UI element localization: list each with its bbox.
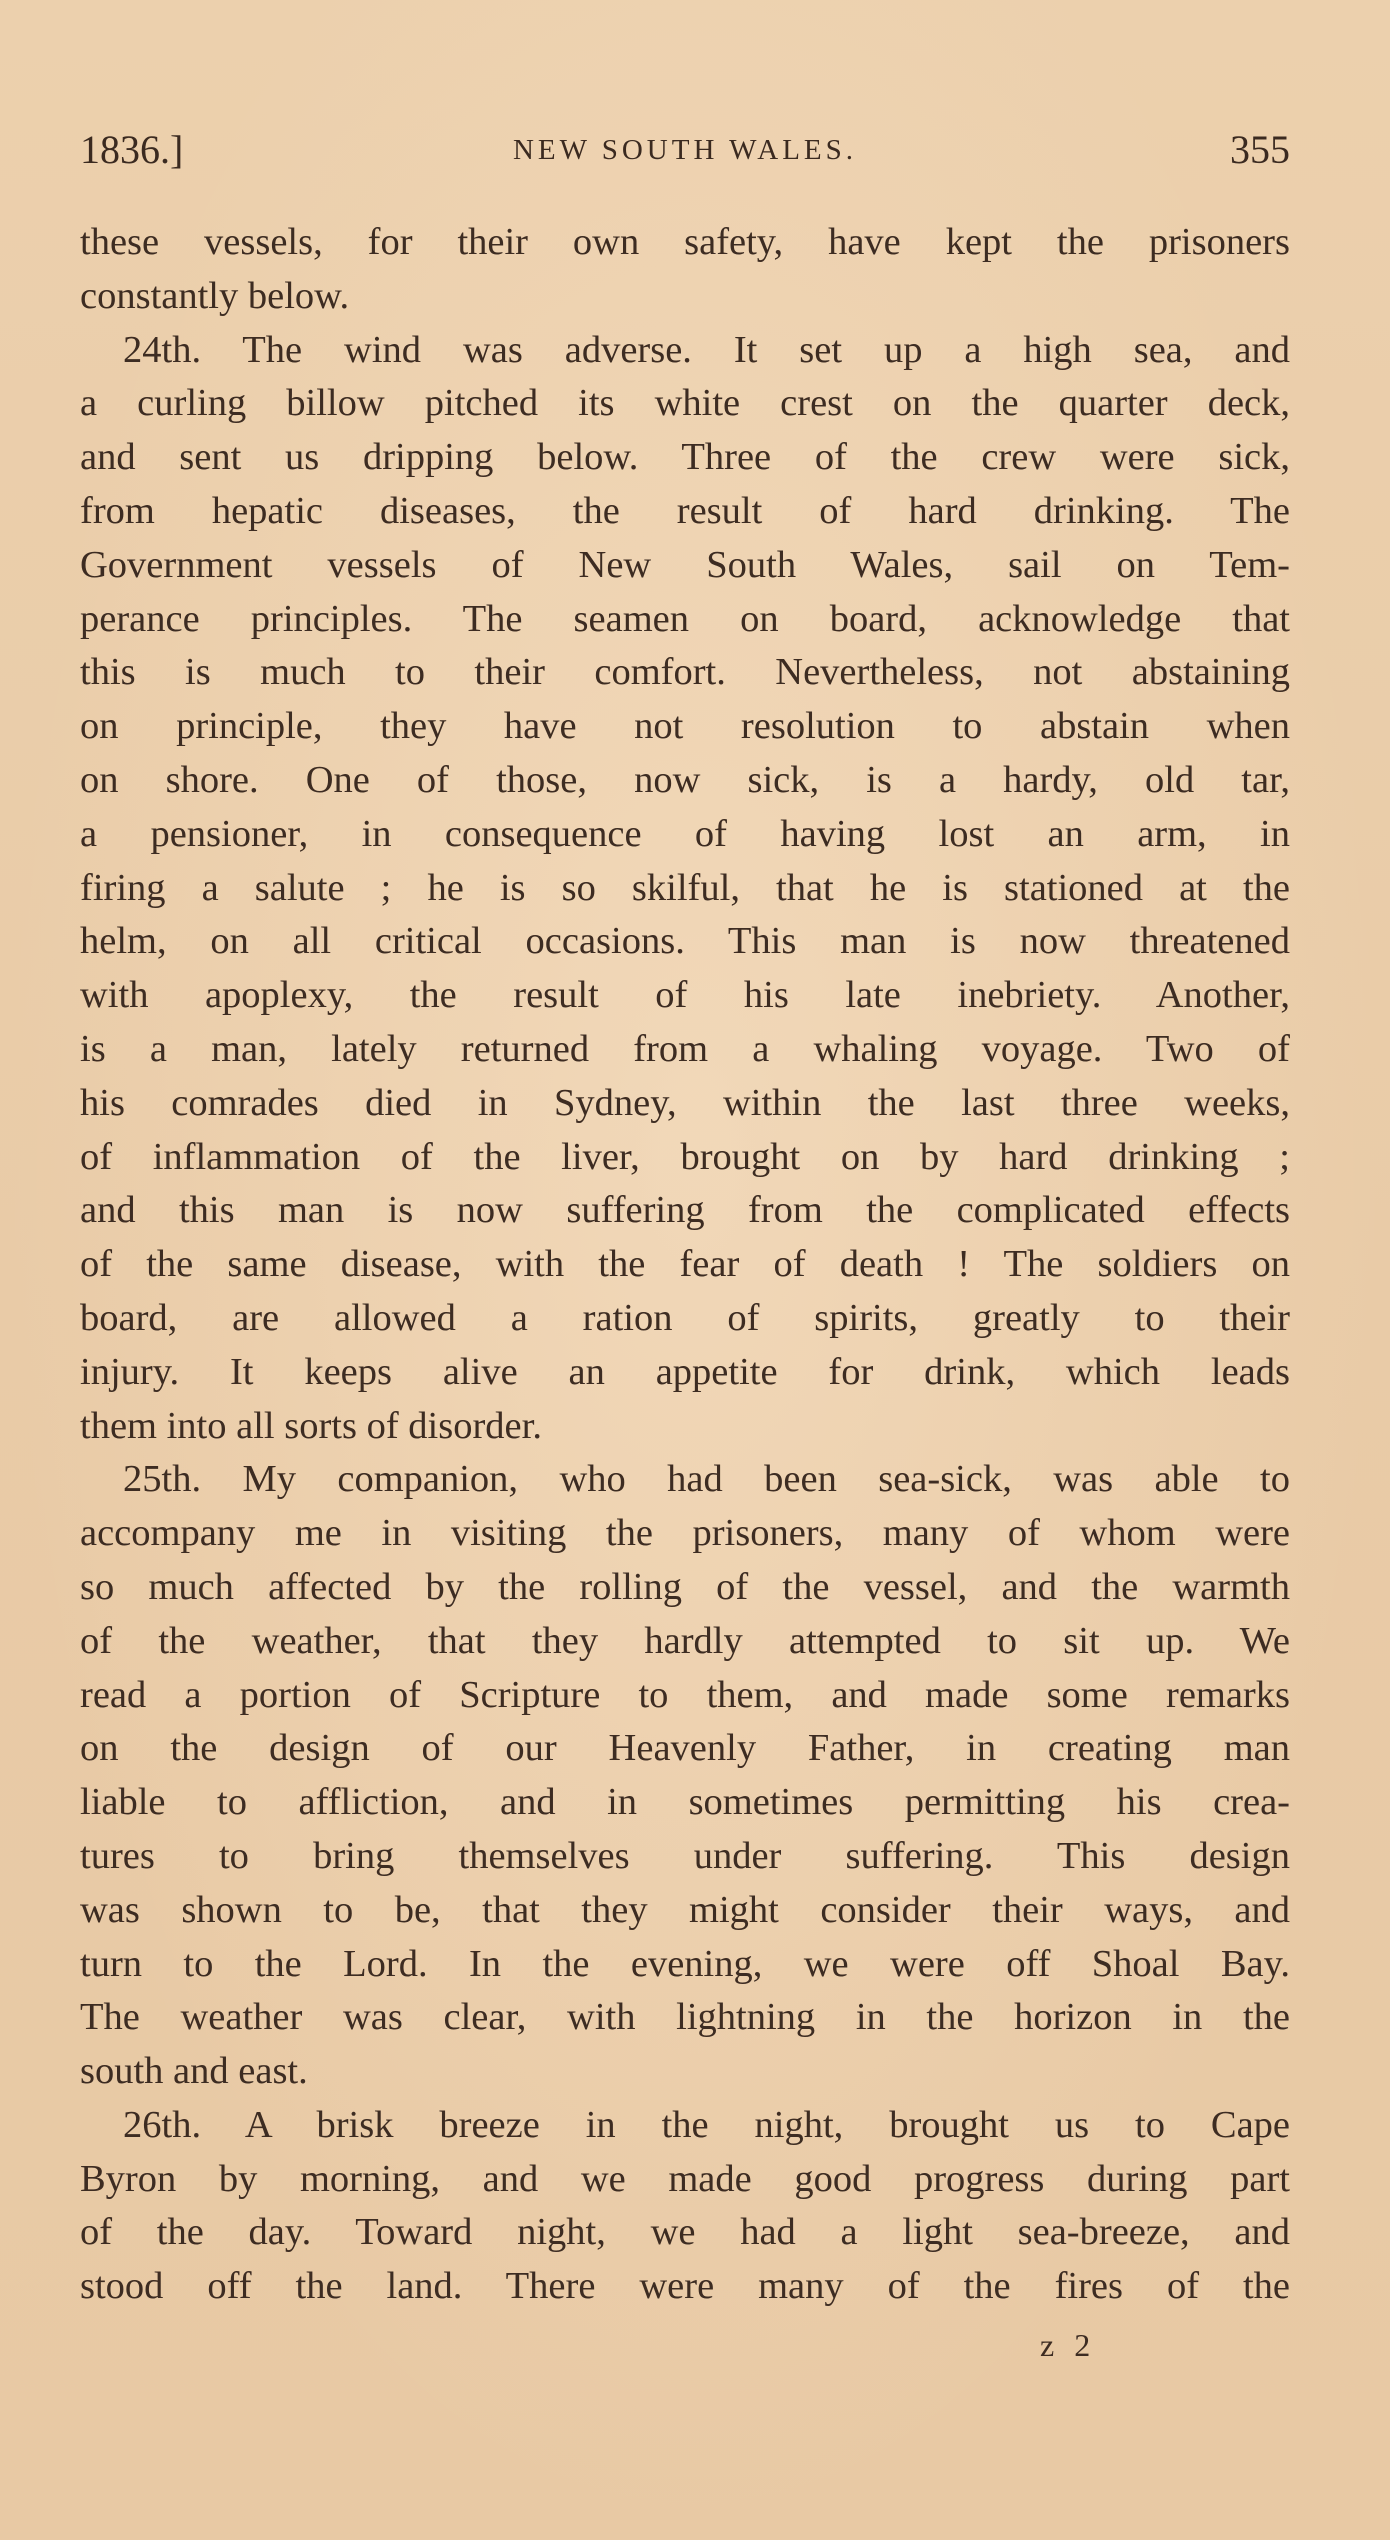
text-line: this is much to their comfort. Nevertheless, not abstaining <box>80 651 1290 694</box>
text-line: 26th. A brisk breeze in the night, brought us to Cape <box>123 2103 1290 2146</box>
text-line: perance principles. The seamen on board, acknowledge that <box>80 597 1290 640</box>
running-head <box>80 120 1290 180</box>
text-line: of the day. Toward night, we had a light sea-breeze, and <box>80 2211 1290 2254</box>
text-line: board, are allowed a ration of spirits, greatly to their <box>80 1296 1290 1339</box>
text-line: these vessels, for their own safety, have kept the prisoners <box>80 221 1290 263</box>
page-number: 355 <box>1230 127 1290 172</box>
text-line: stood off the land. There were many of the fires of the <box>80 2265 1290 2308</box>
text-line: on shore. One of those, now sick, is a hardy, old tar, <box>80 758 1290 801</box>
text-line: so much affected by the rolling of the vessel, and the warmth <box>80 1565 1290 1608</box>
text-line: a pensioner, in consequence of having lost an arm, in <box>80 812 1290 855</box>
text-line: tures to bring themselves under suffering. This design <box>80 1834 1290 1877</box>
body-text <box>80 216 1290 2314</box>
text-line: them into all sorts of disorder. <box>80 1404 542 1447</box>
signature-mark: z 2 <box>1040 2327 1097 2363</box>
text-line: and sent us dripping below. Three of the crew were sick, <box>80 436 1290 479</box>
text-line: was shown to be, that they might consider their ways, and <box>80 1888 1290 1931</box>
text-line: on the design of our Heavenly Father, in creating man <box>80 1727 1290 1770</box>
text-line: helm, on all critical occasions. This man is now threatened <box>80 920 1290 963</box>
text-line: a curling billow pitched its white crest on the quarter deck, <box>80 382 1290 425</box>
text-line: of inflammation of the liver, brought on by hard drinking ; <box>80 1135 1290 1178</box>
text-line: The weather was clear, with lightning in the horizon in the <box>80 1996 1290 2039</box>
text-line: of the weather, that they hardly attempted to sit up. We <box>80 1619 1290 1662</box>
text-line: of the same disease, with the fear of death ! The soldiers on <box>80 1243 1290 1286</box>
text-line: read a portion of Scripture to them, and made some remarks <box>80 1673 1290 1716</box>
header-year: 1836.] <box>80 127 184 172</box>
text-line: accompany me in visiting the prisoners, many of whom were <box>80 1512 1290 1555</box>
text-line: is a man, lately returned from a whaling voyage. Two of <box>80 1027 1290 1070</box>
text-line: liable to affliction, and in sometimes permitting his crea- <box>80 1781 1290 1824</box>
text-line: on principle, they have not resolution to abstain when <box>80 705 1290 748</box>
text-line: 25th. My companion, who had been sea-sick, was able to <box>123 1458 1290 1501</box>
text-line: and this man is now suffering from the complicated effects <box>80 1189 1290 1232</box>
text-line: firing a salute ; he is so skilful, that he is stationed at the <box>80 866 1290 909</box>
text-line: 24th. The wind was adverse. It set up a high sea, and <box>123 328 1290 371</box>
text-line: his comrades died in Sydney, within the last three weeks, <box>80 1081 1290 1124</box>
header-title: NEW SOUTH WALES. <box>512 134 858 166</box>
text-line: Byron by morning, and we made good progress during part <box>80 2157 1290 2200</box>
text-line: turn to the Lord. In the evening, we were off Shoal Bay. <box>80 1942 1290 1985</box>
text-line: Government vessels of New South Wales, sail on Tem- <box>80 543 1290 586</box>
text-line: from hepatic diseases, the result of hard drinking. The <box>80 489 1290 532</box>
text-line: south and east. <box>80 2050 308 2093</box>
text-line: with apoplexy, the result of his late inebriety. Another, <box>80 974 1290 1017</box>
text-line: constantly below. <box>80 274 350 317</box>
text-line: injury. It keeps alive an appetite for drink, which leads <box>80 1350 1290 1393</box>
